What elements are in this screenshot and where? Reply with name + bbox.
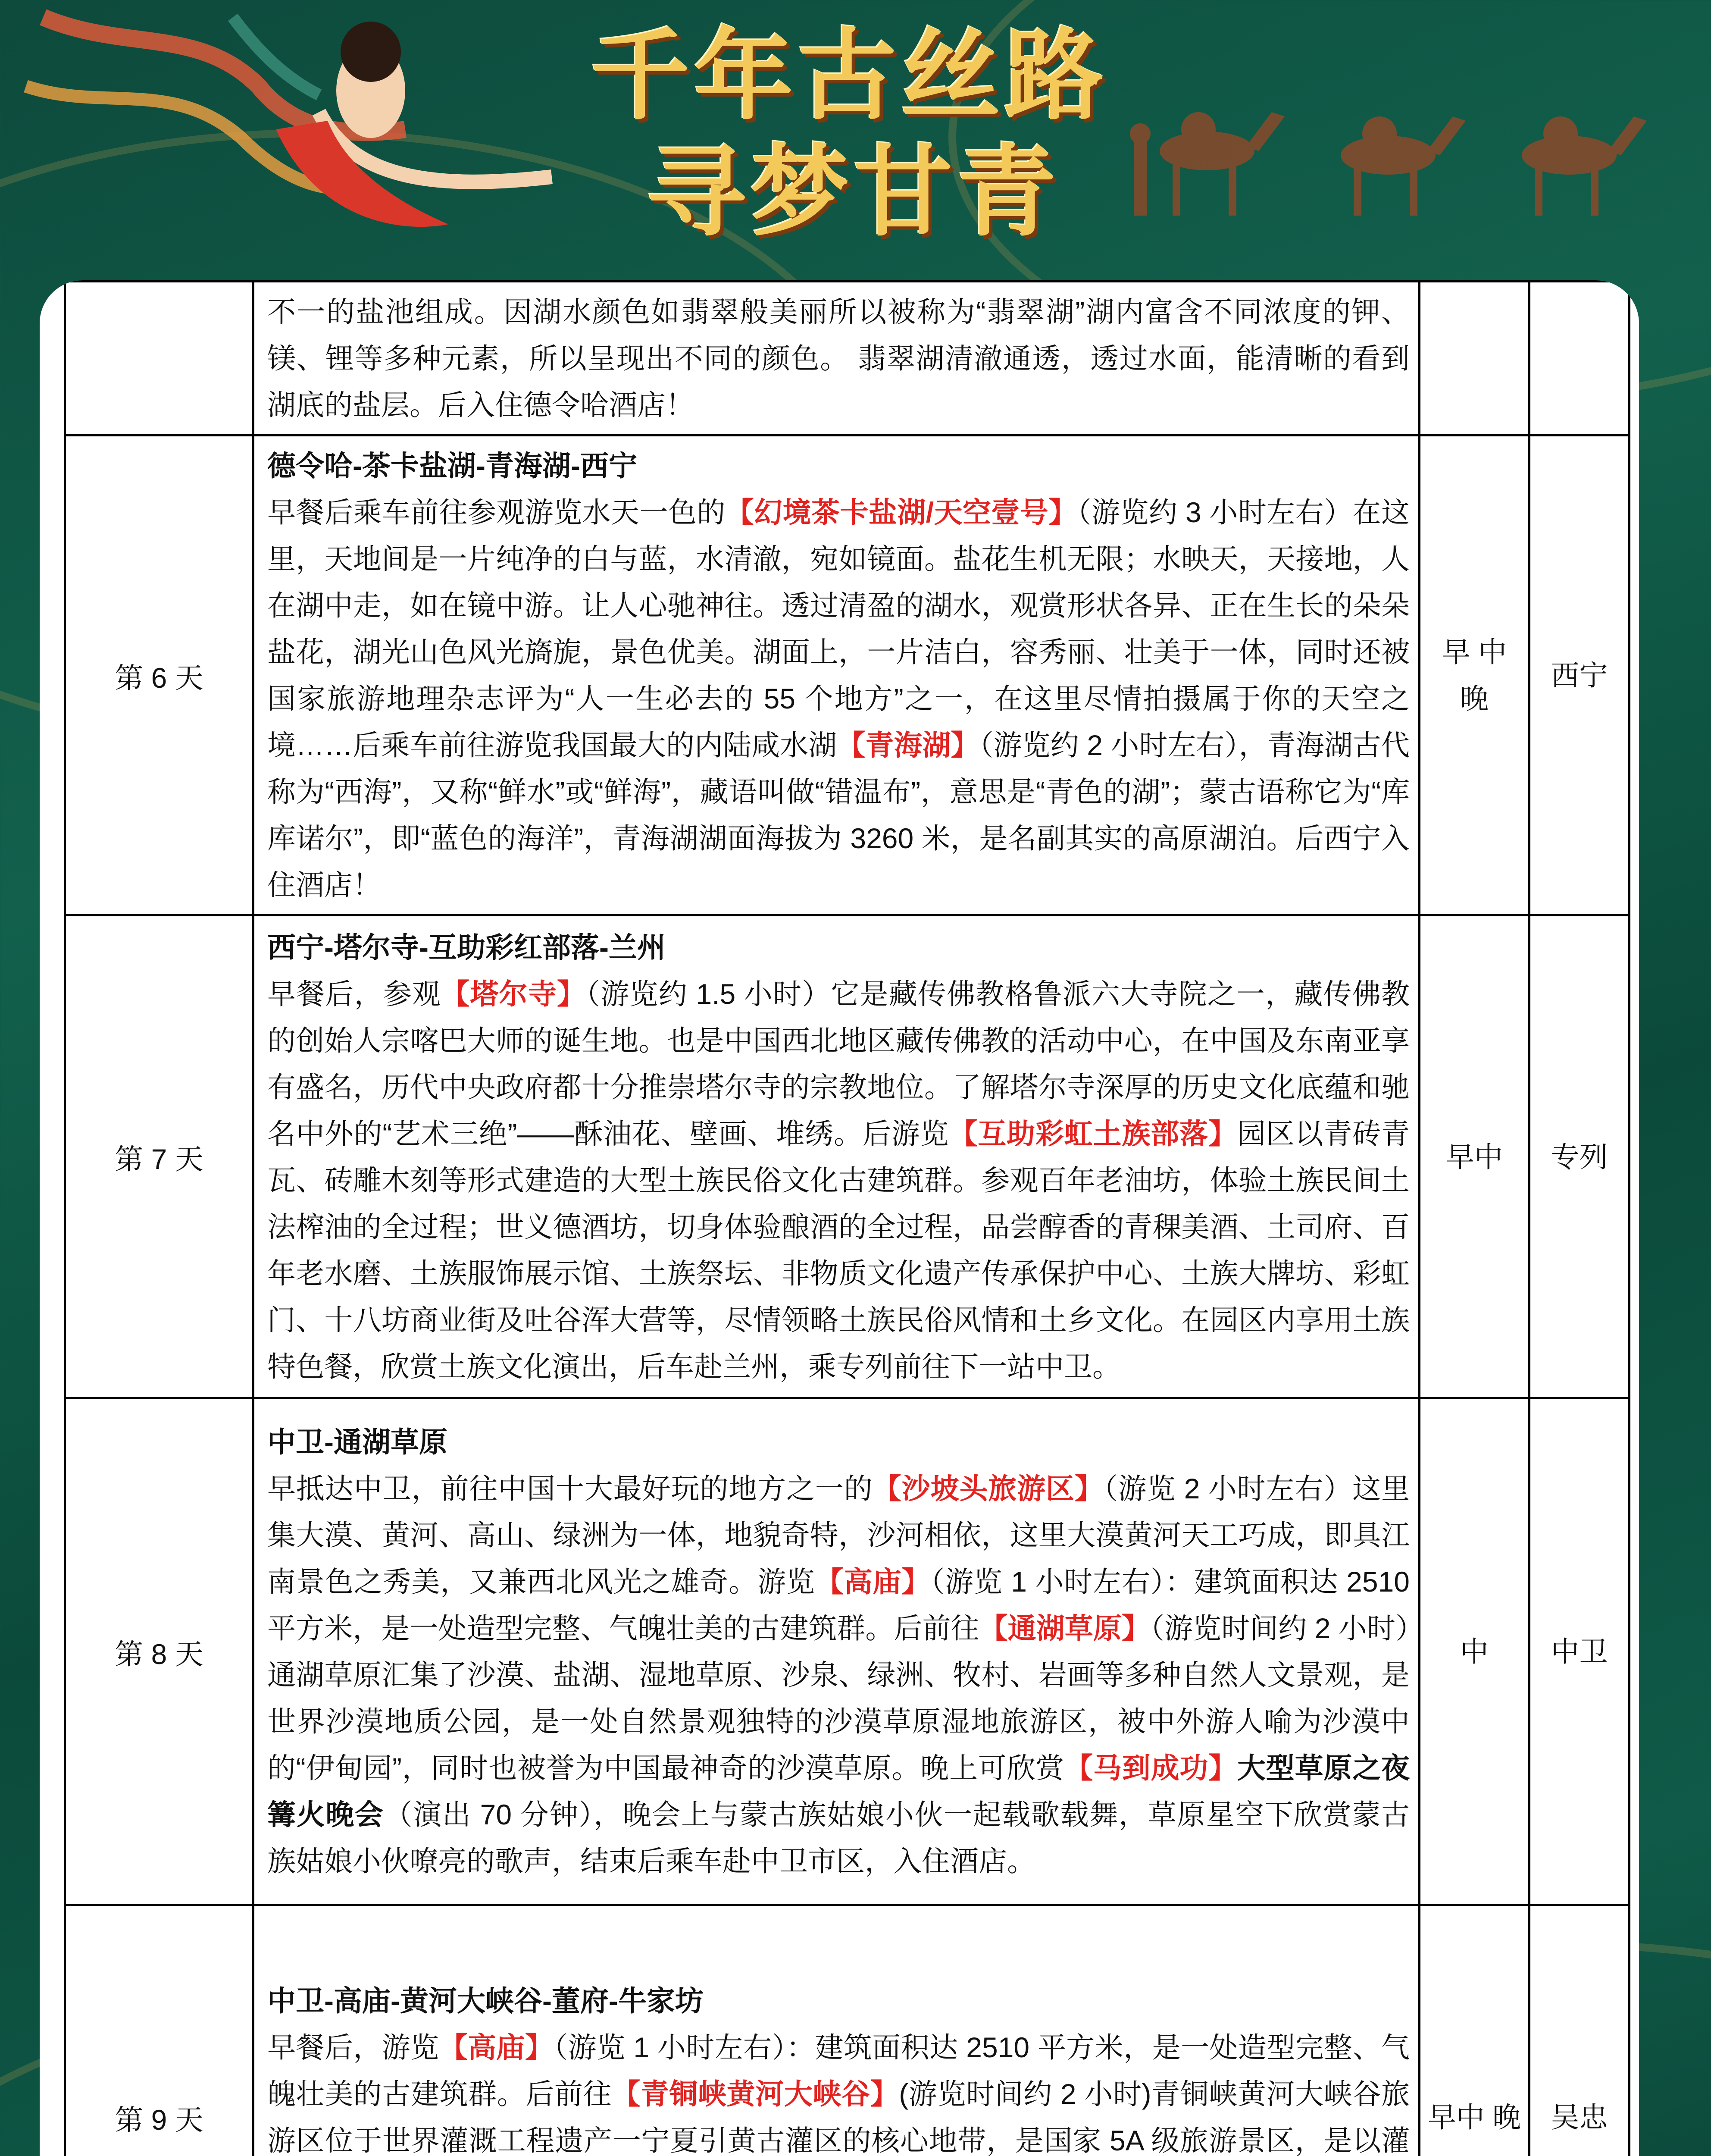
meals-cell: 早 中 晚 (1420, 436, 1530, 915)
hotel-cell: 专列 (1530, 915, 1630, 1398)
description-text: 早抵达中卫，前往中国十大最好玩的地方之一的 (267, 1473, 873, 1504)
day-cell: 第 9 天 (65, 1905, 253, 2156)
description-text: （游览约 2 小时左右），青海湖古代称为“西海”，又称“鲜水”或“鲜海”，藏语叫做“错温布”，意思是“青色的湖”；蒙古语称它为“库库诺尔”，即“蓝色的海洋”，青海湖湖面海拔为 3260 米，是名副其实的高原湖泊。后西宁入住酒店！ (267, 729, 1410, 901)
description-text: （游览 2 小时左右）这里集大漠、黄河、高山、绿洲为一体，地貌奇特，沙河相依，这里大漠黄河天工巧成，即具江南景色之秀美，又兼西北风光之雄奇。游览 (267, 1473, 1410, 1598)
highlight-attraction: 【通湖草原】 (979, 1612, 1150, 1644)
description-text: （游览 1 小时左右）：建筑面积达 2510 平方米，是一处造型完整、气魄壮美的古建筑群。后前往 (267, 1566, 1410, 1644)
header-banner (0, 0, 1711, 276)
highlight-attraction: 【青铜峡黄河大峡谷】 (612, 2078, 899, 2110)
hotel-cell: 吴忠 (1530, 1905, 1630, 2156)
description-text: (游览时间约 2 小时)青铜峡黄河大峡谷旅游区位于世界灌溉工程遗产一宁夏引黄古灌区的核心地带，是国家 5A 级旅游景区，是以灌 (267, 2078, 1410, 2156)
hotel-cell: 西宁 (1530, 436, 1630, 915)
highlight-attraction: 【青海湖】 (837, 729, 979, 761)
highlight-attraction: 【塔尔寺】 (441, 978, 586, 1010)
table-row (65, 1905, 1630, 2156)
meals-cell: 早中 (1420, 915, 1530, 1398)
day-cell: 第 7 天 (65, 915, 253, 1398)
table-row (65, 282, 1630, 436)
highlight-attraction: 【幻境茶卡盐湖/天空壹号】 (725, 496, 1077, 528)
description-text: 不一的盐池组成。因湖水颜色如翡翠般美丽所以被称为“翡翠湖”湖内富含不同浓度的钾、镁、锂等多种元素，所以呈现出不同的颜色。 翡翠湖清澈通透，透过水面，能清晰的看到湖底的盐层。后入住德令哈酒店！ (267, 296, 1410, 421)
route-title: 中卫-高庙-黄河大峡谷-董府-牛家坊 (267, 1985, 704, 2017)
description-cell (253, 915, 1420, 1398)
bold-text: 大型草原之夜篝火晚会 (267, 1752, 1410, 1830)
description-cell (253, 436, 1420, 915)
route-title: 德令哈-茶卡盐湖-青海湖-西宁 (267, 450, 637, 482)
day-cell: 第 8 天 (65, 1398, 253, 1905)
description-text: （演出 70 分钟），晚会上与蒙古族姑娘小伙一起载歌载舞，草原星空下欣赏蒙古族姑娘小伙嘹亮的歌声，结束后乘车赴中卫市区，入住酒店。 (267, 1799, 1410, 1877)
route-title: 西宁-塔尔寺-互助彩红部落-兰州 (267, 931, 666, 963)
table-row (65, 1398, 1630, 1905)
itinerary-card (40, 280, 1639, 2156)
description-text: （游览约 3 小时左右）在这里，天地间是一片纯净的白与蓝，水清澈，宛如镜面。盐花生机无限；水映天，天接地，人在湖中走，如在镜中游。让人心驰神往。透过清盈的湖水，观赏形状各异、正在生长的朵朵盐花，湖光山色风光旖旎，景色优美。湖面上，一片洁白，容秀丽、壮美于一体，同时还被国家旅游地理杂志评为“人一生必去的 55 个地方”之一，在这里尽情拍摄属于你的天空之境……后乘车前往游览我国最大的内陆咸水湖 (267, 496, 1410, 761)
meals-cell: 早中 晚 (1420, 1905, 1530, 2156)
route-title: 中卫-通湖草原 (267, 1426, 447, 1458)
description-text: （游览 1 小时左右）：建筑面积达 2510 平方米，是一处造型完整、气魄壮美的古建筑群。后前往 (267, 2031, 1410, 2110)
highlight-attraction: 【互助彩虹土族部落】 (949, 1117, 1237, 1150)
highlight-attraction: 【沙坡头旅游区】 (873, 1473, 1104, 1504)
hotel-cell (1530, 282, 1630, 436)
hotel-cell: 中卫 (1530, 1398, 1630, 1905)
meals-cell: 中 (1420, 1398, 1530, 1905)
description-text: 早餐后，游览 (267, 2031, 439, 2063)
highlight-attraction: 【马到成功】 (1064, 1752, 1237, 1784)
description-cell (253, 282, 1420, 436)
description-text: （游览约 1.5 小时）它是藏传佛教格鲁派六大寺院之一，藏传佛教的创始人宗喀巴大师的诞生地。也是中国西北地区藏传佛教的活动中心，在中国及东南亚享有盛名，历代中央政府都十分推崇塔尔寺的宗教地位。了解塔尔寺深厚的历史文化底蕴和驰名中外的“艺术三绝”——酥油花、壁画、堆绣。后游览 (267, 978, 1410, 1150)
camel-caravan-illustration (1121, 78, 1681, 224)
table-row (65, 436, 1630, 915)
description-text: （游览时间约 2 小时）通湖草原汇集了沙漠、盐湖、湿地草原、沙泉、绿洲、牧村、岩画等多种自然人文景观，是世界沙漠地质公园，是一处自然景观独特的沙漠草原湿地旅游区，被中外游人喻为沙漠中的“伊甸园”，同时也被誉为中国最神奇的沙漠草原。晚上可欣赏 (267, 1612, 1410, 1784)
table-row (65, 915, 1630, 1398)
itinerary-table (64, 280, 1630, 2156)
highlight-attraction: 【高庙】 (815, 1566, 931, 1598)
description-cell (253, 1905, 1420, 2156)
title-line-1: 千年古丝路 (591, 17, 1108, 134)
description-cell (253, 1398, 1420, 1905)
flying-apsara-illustration (17, 0, 578, 241)
header-title (591, 17, 1108, 259)
description-text: 园区以青砖青瓦、砖雕木刻等形式建造的大型土族民俗文化古建筑群。参观百年老油坊，体验土族民间土法榨油的全过程；世义德酒坊，切身体验酿酒的全过程，品尝醇香的青稞美酒、土司府、百年老水磨、土族服饰展示馆、土族祭坛、非物质文化遗产传承保护中心、土族大牌坊、彩虹门、十八坊商业街及吐谷浑大营等，尽情领略土族民俗风情和土乡文化。在园区内享用土族特色餐，欣赏土族文化演出，后车赴兰州，乘专列前往下一站中卫。 (267, 1117, 1410, 1382)
description-text: 早餐后乘车前往参观游览水天一色的 (267, 496, 726, 528)
highlight-attraction: 【高庙】 (439, 2031, 554, 2063)
description-text: 早餐后，参观 (267, 978, 441, 1010)
day-cell (65, 282, 253, 436)
day-cell: 第 6 天 (65, 436, 253, 915)
title-line-2: 寻梦甘青 (647, 134, 1061, 250)
meals-cell (1420, 282, 1530, 436)
